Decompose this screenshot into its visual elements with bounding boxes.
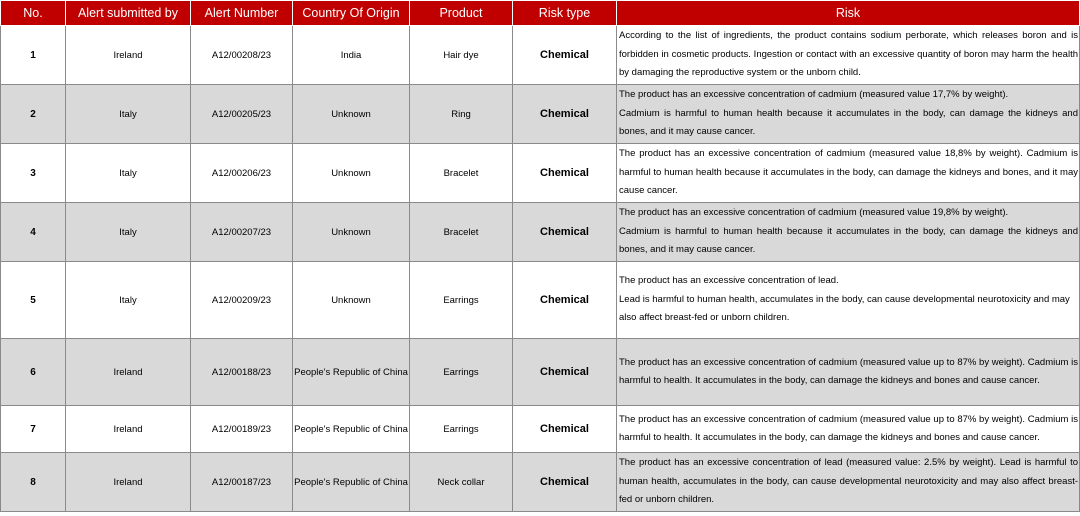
risk-text-line: The product has an excessive concentration of cadmium (measured value 19,8% by weight).: [619, 207, 1009, 219]
risk-text-line: According to the list of ingredients, the product contains sodium perborate, which releases boron and is forbidden in cosmetic products. Ingestion or contact with an excessive quantity of boron may harm the health by damaging the reproductive system or the unborn child.: [619, 30, 1078, 79]
cell-risk-type[interactable]: Chemical: [513, 262, 617, 339]
cell-product[interactable]: Earrings: [410, 406, 513, 453]
cell-submitted-by[interactable]: Italy: [66, 85, 191, 144]
cell-country[interactable]: People's Republic of China: [293, 339, 410, 406]
cell-submitted-by[interactable]: Ireland: [66, 339, 191, 406]
cell-product[interactable]: Hair dye: [410, 26, 513, 85]
cell-country[interactable]: Unknown: [293, 203, 410, 262]
cell-no[interactable]: 4: [1, 203, 66, 262]
cell-product[interactable]: Ring: [410, 85, 513, 144]
risk-text-line: The product has an excessive concentration of cadmium (measured value 18,8% by weight). Cadmium is harmful to human health because it accumulates in the body, can damage the kidneys and bones, and it may cause cancer.: [619, 148, 1078, 197]
cell-submitted-by[interactable]: Italy: [66, 144, 191, 203]
cell-submitted-by[interactable]: Ireland: [66, 26, 191, 85]
cell-no[interactable]: 1: [1, 26, 66, 85]
table-row: [1, 262, 1080, 339]
cell-risk-type[interactable]: Chemical: [513, 339, 617, 406]
header-row: [1, 1, 1080, 26]
cell-risk[interactable]: [617, 453, 1080, 512]
cell-country[interactable]: People's Republic of China: [293, 406, 410, 453]
cell-no[interactable]: 2: [1, 85, 66, 144]
cell-alert-number[interactable]: A12/00209/23: [191, 262, 293, 339]
cell-no[interactable]: 3: [1, 144, 66, 203]
risk-text-line: The product has an excessive concentration of cadmium (measured value up to 87% by weight). Cadmium is harmful to health. It accumulates in the body, can damage the kidneys and bones and cause cancer.: [619, 413, 1078, 443]
cell-risk[interactable]: [617, 406, 1080, 453]
cell-submitted-by[interactable]: Ireland: [66, 453, 191, 512]
cell-country[interactable]: Unknown: [293, 144, 410, 203]
cell-risk[interactable]: [617, 203, 1080, 262]
risk-text-line: Cadmium is harmful to human health because it accumulates in the body, can damage the kidneys and bones, and it may cause cancer.: [619, 225, 1078, 256]
cell-submitted-by[interactable]: Italy: [66, 203, 191, 262]
header-alert-submitted-by[interactable]: Alert submitted by: [66, 1, 191, 26]
table-row: [1, 453, 1080, 512]
header-risk[interactable]: Risk: [617, 1, 1080, 26]
cell-no[interactable]: 8: [1, 453, 66, 512]
cell-country[interactable]: India: [293, 26, 410, 85]
cell-no[interactable]: 5: [1, 262, 66, 339]
cell-risk[interactable]: [617, 262, 1080, 339]
cell-no[interactable]: 7: [1, 406, 66, 453]
cell-product[interactable]: Bracelet: [410, 144, 513, 203]
cell-risk[interactable]: [617, 339, 1080, 406]
cell-alert-number[interactable]: A12/00208/23: [191, 26, 293, 85]
cell-product[interactable]: Earrings: [410, 339, 513, 406]
cell-country[interactable]: Unknown: [293, 262, 410, 339]
header-product[interactable]: Product: [410, 1, 513, 26]
cell-risk-type[interactable]: Chemical: [513, 144, 617, 203]
risk-text-line: Cadmium is harmful to human health because it accumulates in the body, can damage the kidneys and bones, and it may cause cancer.: [619, 107, 1078, 138]
header-alert-number[interactable]: Alert Number: [191, 1, 293, 26]
cell-no[interactable]: 6: [1, 339, 66, 406]
table-row: [1, 26, 1080, 85]
risk-text-line: The product has an excessive concentration of cadmium (measured value up to 87% by weight). Cadmium is harmful to health. It accumulates in the body, can damage the kidneys and bones and cause cancer.: [619, 356, 1078, 386]
cell-risk-type[interactable]: Chemical: [513, 85, 617, 144]
risk-text-line: The product has an excessive concentration of cadmium (measured value 17,7% by weight).: [619, 89, 1009, 101]
cell-product[interactable]: Bracelet: [410, 203, 513, 262]
cell-risk-type[interactable]: Chemical: [513, 203, 617, 262]
cell-alert-number[interactable]: A12/00205/23: [191, 85, 293, 144]
cell-alert-number[interactable]: A12/00206/23: [191, 144, 293, 203]
cell-alert-number[interactable]: A12/00189/23: [191, 406, 293, 453]
cell-risk[interactable]: [617, 144, 1080, 203]
cell-risk-type[interactable]: Chemical: [513, 453, 617, 512]
risk-text-line: The product has an excessive concentration of lead.: [619, 275, 839, 287]
risk-text-line: The product has an excessive concentration of lead (measured value: 2.5% by weight). Lead is harmful to human health, accumulates in the body, can cause developmental neurotoxicity and may also affect breast-fed or unborn children.: [619, 457, 1078, 506]
cell-alert-number[interactable]: A12/00207/23: [191, 203, 293, 262]
cell-product[interactable]: Neck collar: [410, 453, 513, 512]
cell-submitted-by[interactable]: Ireland: [66, 406, 191, 453]
cell-alert-number[interactable]: A12/00188/23: [191, 339, 293, 406]
header-no[interactable]: No.: [1, 1, 66, 26]
cell-risk[interactable]: [617, 85, 1080, 144]
cell-risk-type[interactable]: Chemical: [513, 406, 617, 453]
cell-alert-number[interactable]: A12/00187/23: [191, 453, 293, 512]
cell-country[interactable]: People's Republic of China: [293, 453, 410, 512]
risk-text-line: also affect breast-fed or unborn children.: [619, 312, 790, 324]
table-row: [1, 406, 1080, 453]
risk-text-line: Lead is harmful to human health, accumulates in the body, can cause developmental neurotoxicity and may: [619, 293, 1070, 305]
cell-risk-type[interactable]: Chemical: [513, 26, 617, 85]
header-risk-type[interactable]: Risk type: [513, 1, 617, 26]
header-country-of-origin[interactable]: Country Of Origin: [293, 1, 410, 26]
cell-product[interactable]: Earrings: [410, 262, 513, 339]
table-row: [1, 144, 1080, 203]
table-row: [1, 203, 1080, 262]
table-row: [1, 339, 1080, 406]
cell-country[interactable]: Unknown: [293, 85, 410, 144]
cell-submitted-by[interactable]: Italy: [66, 262, 191, 339]
table-row: [1, 85, 1080, 144]
cell-risk[interactable]: [617, 26, 1080, 85]
